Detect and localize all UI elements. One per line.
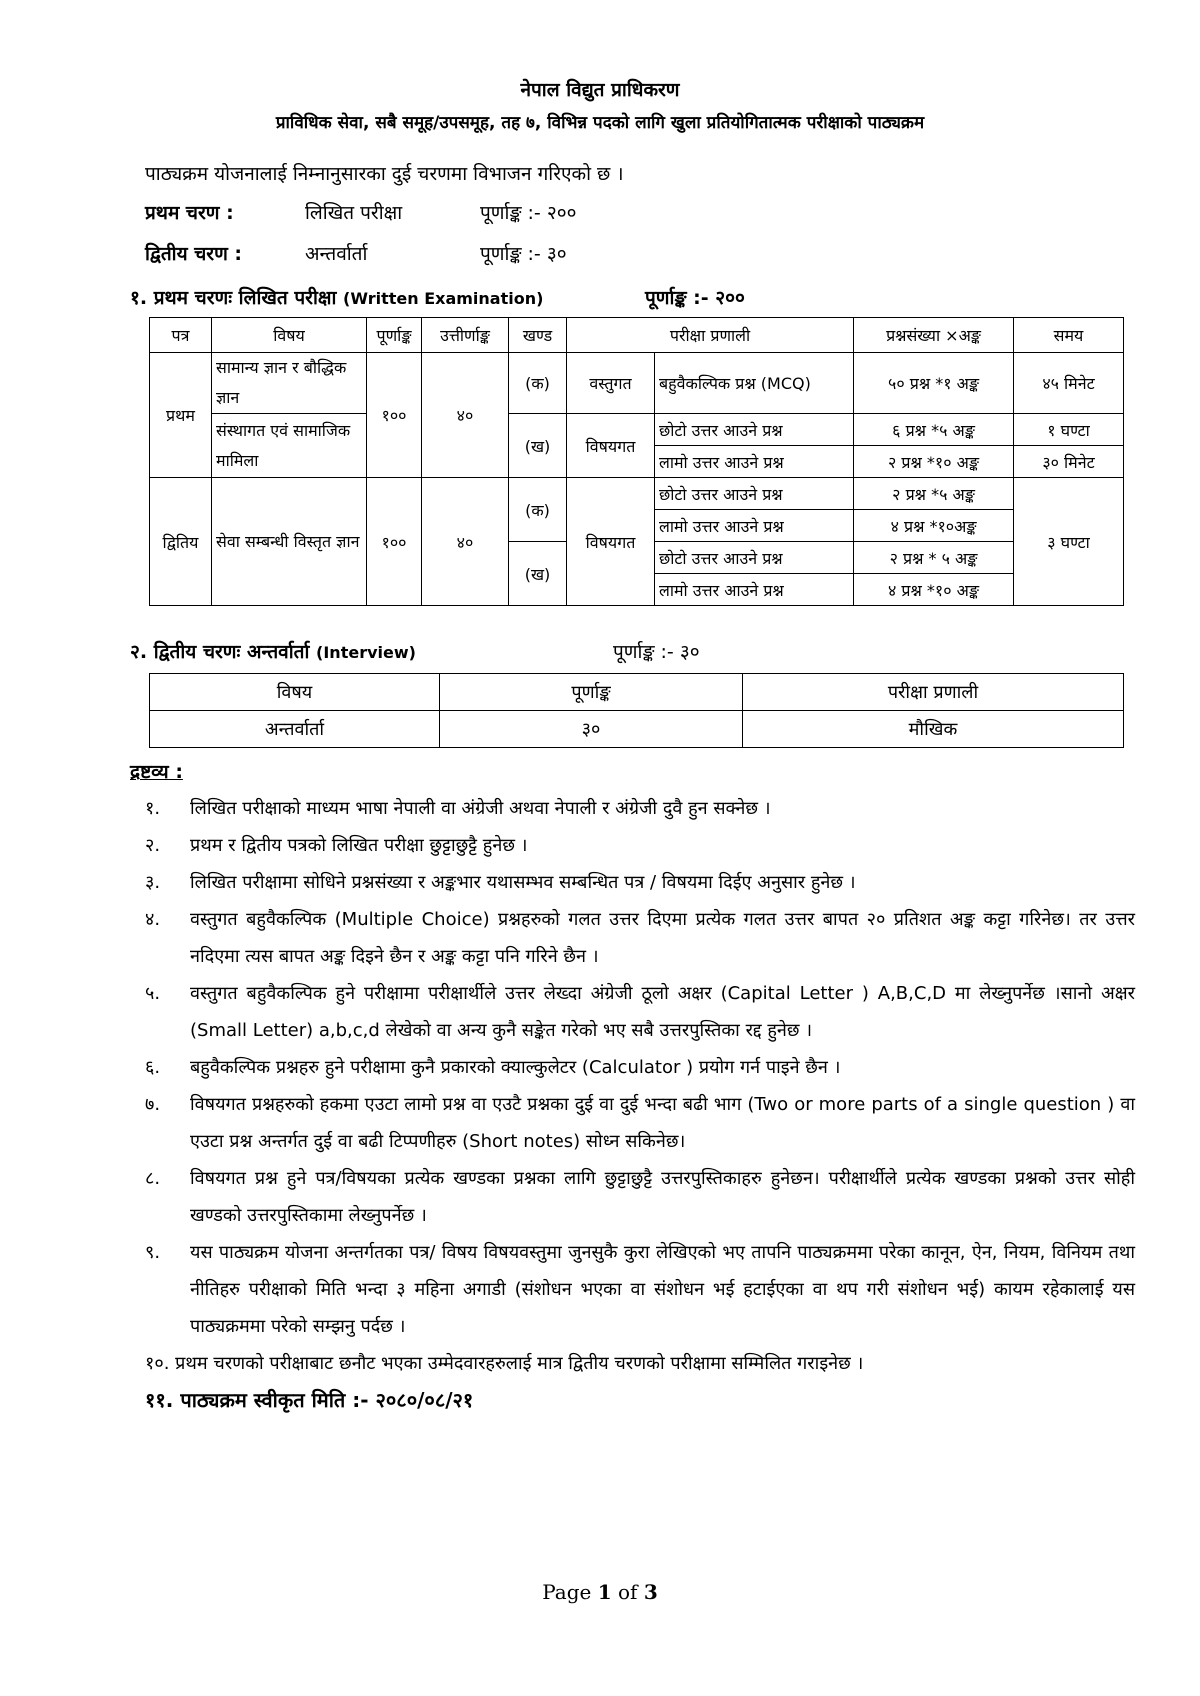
written-exam-table <box>149 317 1124 606</box>
section-2-heading <box>130 638 700 664</box>
table-row <box>150 353 1124 414</box>
approval-date: ११. पाठ्यक्रम स्वीकृत मिति :- २०८०/०८/२१ <box>145 1388 474 1412</box>
section-cell: (ख) <box>509 414 567 478</box>
section-2-title-en: (Interview) <box>316 643 416 662</box>
note-item <box>145 1160 1135 1234</box>
note-text: प्रथम र द्वितीय पत्रको लिखित परीक्षा छुट्टाछुट्टै हुनेछ । <box>190 835 528 856</box>
header-cell: विषय <box>150 674 440 711</box>
note-number: ६. <box>145 1057 161 1078</box>
subject-cell: सेवा सम्बन्धी विस्तृत ज्ञान <box>212 478 367 606</box>
table-row <box>150 711 1124 748</box>
count-cell: ४ प्रश्न *१०अङ्क <box>854 510 1014 542</box>
system-cell: छोटो उत्तर आउने प्रश्न <box>655 478 854 510</box>
note-text: यस पाठ्यक्रम योजना अन्तर्गतका पत्र/ विषय विषयवस्तुमा जुनसुकै कुरा लेखिएको भए तापनि पाठ्यक्रममा परेका कानून, ऐन, नियम, विनियम तथा नीतिहरु परीक्षाको मिति भन्दा ३ महिना अगाडी (संशोधन भएका वा संशोधन भई हटाईएका वा थप गरी संशोधन भई) कायम रहेकालाई यस पाठ्यक्रममा परेको सम्झनु पर्दछ । <box>190 1242 1135 1337</box>
page-number: 1 <box>597 1580 612 1604</box>
count-cell: ५० प्रश्न *१ अङ्क <box>854 353 1014 414</box>
page-total: 3 <box>643 1580 658 1604</box>
header-cell: विषय <box>212 318 367 353</box>
time-cell: ३ घण्टा <box>1014 478 1124 606</box>
phase-marks: पूर्णाङ्क :- ३० <box>480 243 567 265</box>
note-text: लिखित परीक्षामा सोधिने प्रश्नसंख्या र अङ्कभार यथासम्भव सम्बन्धित पत्र / विषयमा दिईए अनुसार हुनेछ । <box>190 872 856 893</box>
table-cell: मौखिक <box>743 711 1124 748</box>
table-header-row <box>150 674 1124 711</box>
table-cell: ३० <box>440 711 743 748</box>
note-item <box>145 901 1135 975</box>
full-marks-cell: १०० <box>367 353 422 478</box>
note-text: बहुवैकल्पिक प्रश्नहरु हुने परीक्षामा कुनै प्रकारको क्याल्कुलेटर (Calculator ) प्रयोग गर्न पाइने छैन । <box>190 1057 841 1078</box>
note-item <box>145 790 1135 827</box>
pass-marks-cell: ४० <box>422 353 509 478</box>
interview-table <box>149 673 1124 748</box>
phase-name: अन्तर्वार्ता <box>305 243 368 265</box>
system-cell: छोटो उत्तर आउने प्रश्न <box>655 414 854 446</box>
table-header-row <box>150 318 1124 353</box>
system-cell: लामो उत्तर आउने प्रश्न <box>655 510 854 542</box>
paper-cell: द्वितिय <box>150 478 212 606</box>
note-number: ७. <box>145 1094 161 1115</box>
count-cell: २ प्रश्न *५ अङ्क <box>854 478 1014 510</box>
note-number: ८. <box>145 1168 161 1189</box>
note-item <box>145 1234 1135 1345</box>
note-item <box>145 827 1135 864</box>
page-of: of <box>618 1580 638 1604</box>
section-1-marks: पूर्णाङ्क :- २०० <box>645 287 745 309</box>
note-item <box>145 1049 1135 1086</box>
note-item <box>145 1086 1135 1160</box>
type-cell: वस्तुगत <box>567 353 655 414</box>
system-cell: छोटो उत्तर आउने प्रश्न <box>655 542 854 574</box>
note-item <box>145 975 1135 1049</box>
section-2-marks: पूर्णाङ्क :- ३० <box>613 641 700 663</box>
time-cell: १ घण्टा <box>1014 414 1124 446</box>
note-item <box>145 864 1135 901</box>
notes-heading: द्रष्टव्य : <box>130 761 183 783</box>
note-number: ५. <box>145 983 161 1004</box>
section-2-title: २. द्वितीय चरणः अन्तर्वार्ता <box>130 641 310 663</box>
count-cell: ४ प्रश्न *१० अङ्क <box>854 574 1014 606</box>
header-cell: खण्ड <box>509 318 567 353</box>
section-cell: (ख) <box>509 542 567 606</box>
note-text: वस्तुगत बहुवैकल्पिक हुने परीक्षामा परीक्षार्थीले उत्तर लेख्दा अंग्रेजी ठूलो अक्षर (Capital Letter ) A,B,C,D मा लेख्नुपर्नेछ ।सानो अक्षर (Small Letter) a,b,c,d लेखेको वा अन्य कुनै सङ्केत गरेको भए सबै उत्तरपुस्तिका रद्द हुनेछ । <box>190 983 1135 1041</box>
full-marks-cell: १०० <box>367 478 422 606</box>
phase-label: द्वितीय चरण : <box>145 243 243 265</box>
table-row <box>150 478 1124 510</box>
note-number: ४. <box>145 909 161 930</box>
phase-name: लिखित परीक्षा <box>305 202 403 224</box>
note-text: विषयगत प्रश्नहरुको हकमा एउटा लामो प्रश्न वा एउटै प्रश्नका दुई वा दुई भन्दा बढी भाग (Two or more parts of a single question ) वा एउटा प्रश्न अन्तर्गत दुई वा बढी टिप्पणीहरु (Short notes) सोध्न सकिनेछ। <box>190 1094 1135 1152</box>
table-cell: अन्तर्वार्ता <box>150 711 440 748</box>
pass-marks-cell: ४० <box>422 478 509 606</box>
section-1-title: १. प्रथम चरणः लिखित परीक्षा <box>130 287 337 309</box>
subject-cell: सामान्य ज्ञान र बौद्धिक ज्ञान <box>212 353 367 414</box>
note-number: ३. <box>145 872 161 893</box>
header-cell: परीक्षा प्रणाली <box>567 318 854 353</box>
note-item-10: १०. प्रथम चरणको परीक्षाबाट छनौट भएका उम्मेदवारहरुलाई मात्र द्वितीय चरणको परीक्षामा सम्मिलित गराइनेछ । <box>145 1353 864 1374</box>
type-cell: विषयगत <box>567 478 655 606</box>
system-cell: लामो उत्तर आउने प्रश्न <box>655 446 854 478</box>
document-title: नेपाल विद्युत प्राधिकरण <box>520 79 680 101</box>
section-cell: (क) <box>509 478 567 542</box>
header-cell: पूर्णाङ्क <box>440 674 743 711</box>
intro-text: पाठ्यक्रम योजनालाई निम्नानुसारका दुई चरणमा विभाजन गरिएको छ । <box>145 163 624 185</box>
system-cell: लामो उत्तर आउने प्रश्न <box>655 574 854 606</box>
note-number: ९. <box>145 1242 161 1263</box>
page-label: Page <box>542 1580 592 1604</box>
paper-cell: प्रथम <box>150 353 212 478</box>
note-text: लिखित परीक्षाको माध्यम भाषा नेपाली वा अंग्रेजी अथवा नेपाली र अंग्रेजी दुवै हुन सक्नेछ । <box>190 798 771 819</box>
type-cell: विषयगत <box>567 414 655 478</box>
system-cell: बहुवैकल्पिक प्रश्न (MCQ) <box>655 353 854 414</box>
section-1-heading <box>130 284 745 310</box>
count-cell: २ प्रश्न *१० अङ्क <box>854 446 1014 478</box>
time-cell: ४५ मिनेट <box>1014 353 1124 414</box>
note-text: वस्तुगत बहुवैकल्पिक (Multiple Choice) प्रश्नहरुको गलत उत्तर दिएमा प्रत्येक गलत उत्तर बापत २० प्रतिशत अङ्क कट्टा गरिनेछ। तर उत्तर नदिएमा त्यस बापत अङ्क दिइने छैन र अङ्क कट्टा पनि गरिने छैन । <box>190 909 1135 967</box>
header-cell: समय <box>1014 318 1124 353</box>
section-1-title-en: (Written Examination) <box>343 289 544 308</box>
header-cell: उत्तीर्णाङ्क <box>422 318 509 353</box>
subject-cell: संस्थागत एवं सामाजिक मामिला <box>212 414 367 478</box>
notes-list <box>145 790 1135 1419</box>
page-footer <box>0 1580 1200 1604</box>
header-cell: प्रश्नसंख्या ×अङ्क <box>854 318 1014 353</box>
note-number: २. <box>145 835 161 856</box>
count-cell: २ प्रश्न * ५ अङ्क <box>854 542 1014 574</box>
phase-label: प्रथम चरण : <box>145 202 234 224</box>
count-cell: ६ प्रश्न *५ अङ्क <box>854 414 1014 446</box>
phase-marks: पूर्णाङ्क :- २०० <box>480 202 577 224</box>
note-number: १. <box>145 798 161 819</box>
section-cell: (क) <box>509 353 567 414</box>
table-row <box>150 414 1124 446</box>
note-text: विषयगत प्रश्न हुने पत्र/विषयका प्रत्येक खण्डका प्रश्नका लागि छुट्टाछुट्टै उत्तरपुस्तिकाहरु हुनेछन। परीक्षार्थीले प्रत्येक खण्डका प्रश्नको उत्तर सोही खण्डको उत्तरपुस्तिकामा लेख्नुपर्नेछ । <box>190 1168 1135 1226</box>
header-cell: पूर्णाङ्क <box>367 318 422 353</box>
time-cell: ३० मिनेट <box>1014 446 1124 478</box>
document-subtitle: प्राविधिक सेवा, सबै समूह/उपसमूह, तह ७, विभिन्न पदको लागि खुला प्रतियोगितात्मक परीक्षाको पाठ्यक्रम <box>275 113 925 133</box>
header-cell: पत्र <box>150 318 212 353</box>
header-cell: परीक्षा प्रणाली <box>743 674 1124 711</box>
